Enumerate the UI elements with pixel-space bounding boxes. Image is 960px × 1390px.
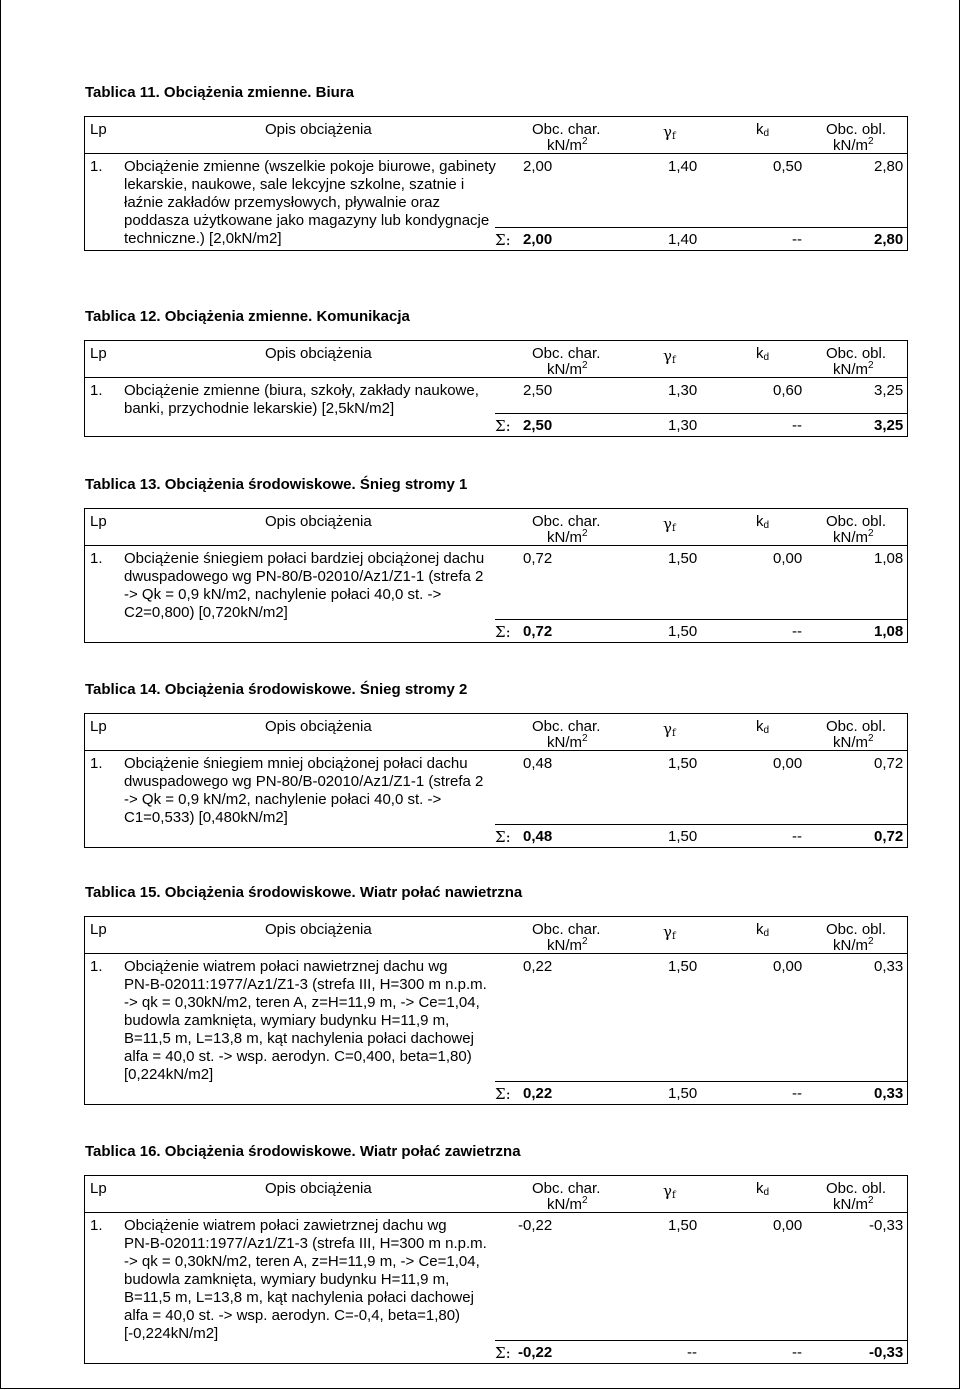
header-obl-unit: $kN/m^2$ [833,528,874,546]
unit-exponent: 2 [868,733,874,744]
value-char: 0,22 [523,958,553,975]
sum-row [495,824,907,847]
description-line: techniczne.) [2,0kN/m2] [124,230,282,247]
description-line: alfa = 40,0 st. -> wsp. aerodyn. C=0,400, beta=1,80) [124,1048,472,1065]
kd-subscript: d [763,128,770,139]
sum-obl: 2,80 [874,231,904,248]
description-line: alfa = 40,0 st. -> wsp. aerodyn. C=-0,4, beta=1,80) [124,1307,461,1324]
row-number: 1. [90,958,103,975]
header-obl: Obc. obl. [826,1180,887,1197]
load-table [84,508,908,643]
load-table [84,116,908,251]
kd-subscript: d [763,520,770,531]
value-obl: 0,72 [874,755,904,772]
row-description [124,1217,524,1343]
description-line: budowla zamknięta, wymiary budynku H=11,9 m, [124,1271,450,1288]
table-title: Tablica 15. Obciążenia środowiskowe. Wiatr połać nawietrzna [85,884,523,901]
table-header [85,1176,907,1212]
description-line: -> Qk = 0,9 kN/m2, nachylenie połaci 40,0 st. -> [124,586,442,603]
load-table [84,1175,908,1364]
table-row [85,377,907,436]
value-kd: 0,60 [773,382,803,399]
gamma-subscript: f [671,728,676,739]
table-header [85,341,907,377]
description-line: PN-B-02011:1977/Az1/Z1-3 (strefa III, H=300 m n.p.m. [124,1235,487,1252]
table-title: Tablica 16. Obciążenia środowiskowe. Wiatr połać zawietrzna [85,1143,521,1160]
header-char: Obc. char. [532,718,601,735]
sum-obl: 0,33 [874,1085,904,1102]
sum-char: 2,50 [523,417,553,434]
header-char: Obc. char. [532,121,601,138]
kd-subscript: d [763,352,770,363]
sum-char: 0,48 [523,828,553,845]
table-row [85,153,907,250]
value-gamma: 1,30 [668,382,698,399]
unit-exponent: 2 [582,528,588,539]
unit-exponent: 2 [582,1195,588,1206]
unit-exponent: 2 [868,936,874,947]
sum-obl: -0,33 [869,1344,904,1361]
unit-exponent: 2 [582,733,588,744]
header-opis: Opis obciążenia [265,345,372,362]
header-char-unit: $kN/m^2$ [547,936,588,954]
value-obl: 0,33 [874,958,904,975]
table-header [85,117,907,153]
unit-exponent: 2 [868,528,874,539]
header-char: Obc. char. [532,513,601,530]
table-title: Tablica 14. Obciążenia środowiskowe. Śnieg stromy 2 [85,681,468,698]
description-line: -> qk = 0,30kN/m2, teren A, z=H=11,9 m, -> Ce=1,04, [124,1253,480,1270]
value-gamma: 1,50 [668,1217,698,1234]
description-line: C1=0,533) [0,480kN/m2] [124,809,288,826]
sum-kd: -- [792,623,802,640]
sigma-label: Σ: [495,828,511,846]
unit-exponent: 2 [582,360,588,371]
sum-gamma: 1,40 [668,231,698,248]
header-obl: Obc. obl. [826,513,887,530]
description-line: -> qk = 0,30kN/m2, teren A, z=H=11,9 m, -> Ce=1,04, [124,994,480,1011]
value-obl: -0,33 [869,1217,904,1234]
unit-exponent: 2 [868,360,874,371]
description-line: [0,224kN/m2] [124,1066,214,1083]
sigma-label: Σ: [495,1085,511,1103]
description-line: B=11,5 m, L=13,8 m, kąt nachylenia połaci dachowej [124,1030,474,1047]
header-obl-unit: $kN/m^2$ [833,136,874,154]
header-kd: kd [756,921,770,939]
sum-gamma: 1,50 [668,623,698,640]
table-row [85,953,907,1104]
sum-row [495,227,907,250]
sum-kd: -- [792,231,802,248]
sum-row [495,413,907,436]
sum-gamma: 1,50 [668,828,698,845]
header-lp: Lp [90,345,107,362]
header-obl-unit: $kN/m^2$ [833,936,874,954]
header-gamma: γf [663,720,676,739]
header-gamma: γf [663,515,676,534]
value-kd: 0,00 [773,1217,803,1234]
row-description [124,550,524,622]
description-line: C2=0,800) [0,720kN/m2] [124,604,288,621]
value-kd: 0,50 [773,158,803,175]
value-char: 2,00 [523,158,553,175]
header-obl: Obc. obl. [826,921,887,938]
sum-kd: -- [792,828,802,845]
sum-char: 0,22 [523,1085,553,1102]
load-table [84,340,908,437]
load-table [84,713,908,848]
sum-row [495,1340,907,1363]
sigma-label: Σ: [495,623,511,641]
header-gamma: γf [663,1182,676,1201]
value-gamma: 1,40 [668,158,698,175]
header-opis: Opis obciążenia [265,921,372,938]
sum-obl: 3,25 [874,417,904,434]
sigma-label: Σ: [495,231,511,249]
header-gamma: γf [663,923,676,942]
gamma-subscript: f [671,523,676,534]
row-description [124,382,524,418]
value-obl: 1,08 [874,550,904,567]
gamma-subscript: f [671,1190,676,1201]
sigma-label: Σ: [495,1344,511,1362]
unit-exponent: 2 [868,1195,874,1206]
sum-gamma: 1,50 [668,1085,698,1102]
row-description [124,158,524,248]
description-line: PN-B-02011:1977/Az1/Z1-3 (strefa III, H=300 m n.p.m. [124,976,487,993]
sum-kd: -- [792,1344,802,1361]
kd-subscript: d [763,928,770,939]
row-description [124,755,524,827]
unit-exponent: 2 [868,136,874,147]
description-line: Obciążenie zmienne (wszelkie pokoje biurowe, gabinety [124,158,496,175]
header-lp: Lp [90,718,107,735]
description-line: Obciążenie zmienne (biura, szkoły, zakłady naukowe, [124,382,479,399]
sum-gamma: -- [687,1344,697,1361]
header-kd: kd [756,718,770,736]
value-char: 2,50 [523,382,553,399]
description-line: B=11,5 m, L=13,8 m, kąt nachylenia połaci dachowej [124,1289,474,1306]
unit-exponent: 2 [582,936,588,947]
value-char: -0,22 [518,1217,553,1234]
description-line: łaźnie zakładów przemysłowych, pływalnie oraz [124,194,440,211]
header-char-unit: $kN/m^2$ [547,136,588,154]
header-char: Obc. char. [532,345,601,362]
description-line: Obciążenie wiatrem połaci nawietrznej dachu wg [124,958,448,975]
description-line: poddasza użytkowane jako magazyny lub kondygnacje [124,212,490,229]
description-line: dwuspadowego wg PN-80/B-02010/Az1/Z1-1 (strefa 2 [124,773,484,790]
gamma-subscript: f [671,131,676,142]
sum-gamma: 1,30 [668,417,698,434]
header-char-unit: $kN/m^2$ [547,1195,588,1213]
header-opis: Opis obciążenia [265,121,372,138]
table-header [85,509,907,545]
table-row [85,1212,907,1363]
description-line: lekarskie, naukowe, sale lekcyjne szkolne, szatnie i [124,176,465,193]
kd-subscript: d [763,1187,770,1198]
unit-exponent: 2 [582,136,588,147]
row-number: 1. [90,382,103,399]
sum-obl: 1,08 [874,623,904,640]
table-row [85,545,907,642]
value-gamma: 1,50 [668,550,698,567]
header-obl: Obc. obl. [826,121,887,138]
value-kd: 0,00 [773,755,803,772]
sum-obl: 0,72 [874,828,904,845]
table-title: Tablica 12. Obciążenia zmienne. Komunikacja [85,308,410,325]
value-obl: 2,80 [874,158,904,175]
value-char: 0,48 [523,755,553,772]
description-line: Obciążenie wiatrem połaci zawietrznej dachu wg [124,1217,447,1234]
header-opis: Opis obciążenia [265,513,372,530]
header-lp: Lp [90,121,107,138]
value-kd: 0,00 [773,550,803,567]
gamma-subscript: f [671,355,676,366]
value-kd: 0,00 [773,958,803,975]
load-table [84,916,908,1105]
header-kd: kd [756,345,770,363]
row-number: 1. [90,158,103,175]
kd-subscript: d [763,725,770,736]
header-char-unit: $kN/m^2$ [547,528,588,546]
header-gamma: γf [663,123,676,142]
row-number: 1. [90,550,103,567]
sum-char: 0,72 [523,623,553,640]
header-char-unit: $kN/m^2$ [547,360,588,378]
table-header [85,917,907,953]
header-lp: Lp [90,1180,107,1197]
sum-kd: -- [792,1085,802,1102]
table-title: Tablica 13. Obciążenia środowiskowe. Śnieg stromy 1 [85,476,468,493]
header-opis: Opis obciążenia [265,1180,372,1197]
value-gamma: 1,50 [668,958,698,975]
header-gamma: γf [663,347,676,366]
header-kd: kd [756,121,770,139]
description-line: banki, przychodnie lekarskie) [2,5kN/m2] [124,400,395,417]
header-lp: Lp [90,921,107,938]
value-char: 0,72 [523,550,553,567]
sigma-label: Σ: [495,417,511,435]
sum-row [495,619,907,642]
sum-kd: -- [792,417,802,434]
description-line: budowla zamknięta, wymiary budynku H=11,9 m, [124,1012,450,1029]
header-opis: Opis obciążenia [265,718,372,735]
header-kd: kd [756,513,770,531]
row-number: 1. [90,1217,103,1234]
description-line: -> Qk = 0,9 kN/m2, nachylenie połaci 40,0 st. -> [124,791,442,808]
table-row [85,750,907,847]
value-gamma: 1,50 [668,755,698,772]
table-header [85,714,907,750]
description-line: Obciążenie śniegiem mniej obciążonej połaci dachu [124,755,468,772]
value-obl: 3,25 [874,382,904,399]
row-number: 1. [90,755,103,772]
header-obl: Obc. obl. [826,345,887,362]
header-char: Obc. char. [532,1180,601,1197]
description-line: Obciążenie śniegiem połaci bardziej obciążonej dachu [124,550,485,567]
header-obl-unit: $kN/m^2$ [833,360,874,378]
table-title: Tablica 11. Obciążenia zmienne. Biura [85,84,354,101]
description-line: dwuspadowego wg PN-80/B-02010/Az1/Z1-1 (strefa 2 [124,568,484,585]
header-char-unit: $kN/m^2$ [547,733,588,751]
sum-char: -0,22 [518,1344,553,1361]
header-obl-unit: $kN/m^2$ [833,1195,874,1213]
description-line: [-0,224kN/m2] [124,1325,219,1342]
row-description [124,958,524,1084]
header-obl-unit: $kN/m^2$ [833,733,874,751]
header-lp: Lp [90,513,107,530]
header-obl: Obc. obl. [826,718,887,735]
header-char: Obc. char. [532,921,601,938]
gamma-subscript: f [671,931,676,942]
header-kd: kd [756,1180,770,1198]
sum-row [495,1081,907,1104]
sum-char: 2,00 [523,231,553,248]
